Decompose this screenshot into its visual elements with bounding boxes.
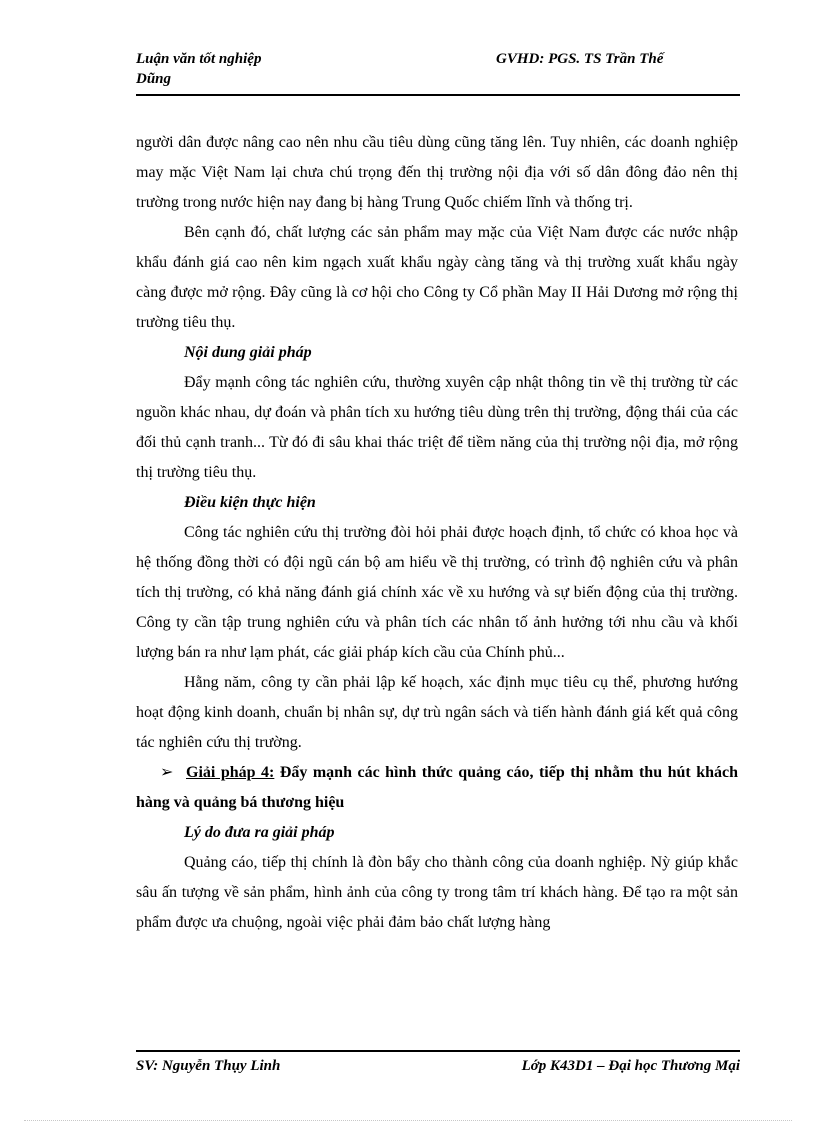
document-body	[136, 128, 738, 938]
header-thesis-label: Luận văn tốt nghiệp	[136, 51, 262, 67]
paragraph-4: Công tác nghiên cứu thị trường đòi hỏi phải được hoạch định, tổ chức có khoa học và hệ thống đồng thời có đội ngũ cán bộ am hiểu về thị trường, có trình độ nghiên cứu và phân tích thị trường, có khả năng đánh giá chính xác về xu hướng và sự biến động của thị trường. Công ty cần tập trung nghiên cứu và phân tích các nhân tố ảnh hưởng tới nhu cầu và khối lượng bán ra như lạm phát, các giải pháp kích cầu của Chính phủ...	[136, 524, 738, 661]
paragraph-3: Đẩy mạnh công tác nghiên cứu, thường xuyên cập nhật thông tin về thị trường từ các nguồn khác nhau, dự đoán và phân tích xu hướng tiêu dùng trên thị trường, động thái của các đối thủ cạnh tranh... Từ đó đi sâu khai thác triệt để tiềm năng của thị trường nội địa, mở rộng thị trường tiêu thụ.	[136, 374, 738, 481]
page-footer	[136, 1050, 740, 1074]
page-edge-divider	[24, 1120, 792, 1121]
subheading-reason: Lý do đưa ra giải pháp	[184, 824, 335, 841]
subheading-conditions: Điều kiện thực hiện	[184, 494, 316, 511]
solution-4-heading	[136, 758, 738, 818]
paragraph-6: Quảng cáo, tiếp thị chính là đòn bẩy cho thành công của doanh nghiệp. Nỳ giúp khắc sâu ấn tượng về sản phẩm, hình ảnh của công ty trong tâm trí khách hàng. Để tạo ra một sản phẩm được ưa chuộng, ngoài việc phải đảm bảo chất lượng hàng	[136, 854, 738, 931]
paragraph-1: người dân được nâng cao nên nhu cầu tiêu dùng cũng tăng lên. Tuy nhiên, các doanh nghiệp may mặc Việt Nam lại chưa chú trọng đến thị trường nội địa với số dân đông đảo nên thị trường trong nước hiện nay đang bị hàng Trung Quốc chiếm lĩnh và thống trị.	[136, 134, 738, 211]
header-advisor-continued: Dũng	[136, 71, 172, 87]
header-advisor: GVHD: PGS. TS Trần Thế	[496, 51, 664, 67]
solution-4-title: Đẩy mạnh các hình thức quảng cáo, tiếp thị nhằm thu hút khách hàng và quảng bá thương hiệu	[136, 764, 738, 811]
solution-4-label: Giải pháp 4:	[186, 764, 275, 781]
footer-student: SV: Nguyễn Thụy Linh	[136, 1058, 281, 1074]
paragraph-2: Bên cạnh đó, chất lượng các sản phẩm may mặc của Việt Nam được các nước nhập khẩu đánh giá cao nên kim ngạch xuất khẩu ngày càng tăng và thị trường xuất khẩu ngày càng được mở rộng. Đây cũng là cơ hội cho Công ty Cổ phần May II Hải Dương mở rộng thị trường tiêu thụ.	[136, 224, 738, 331]
arrow-bullet-icon: ➢	[160, 764, 174, 781]
paragraph-5: Hằng năm, công ty cần phải lập kế hoạch, xác định mục tiêu cụ thể, phương hướng hoạt động kinh doanh, chuẩn bị nhân sự, dự trù ngân sách và tiến hành đánh giá kết quả công tác nghiên cứu thị trường.	[136, 674, 738, 751]
subheading-content: Nội dung giải pháp	[184, 344, 312, 361]
page-header	[136, 50, 740, 96]
footer-class: Lớp K43D1 – Đại học Thương Mại	[521, 1058, 740, 1074]
